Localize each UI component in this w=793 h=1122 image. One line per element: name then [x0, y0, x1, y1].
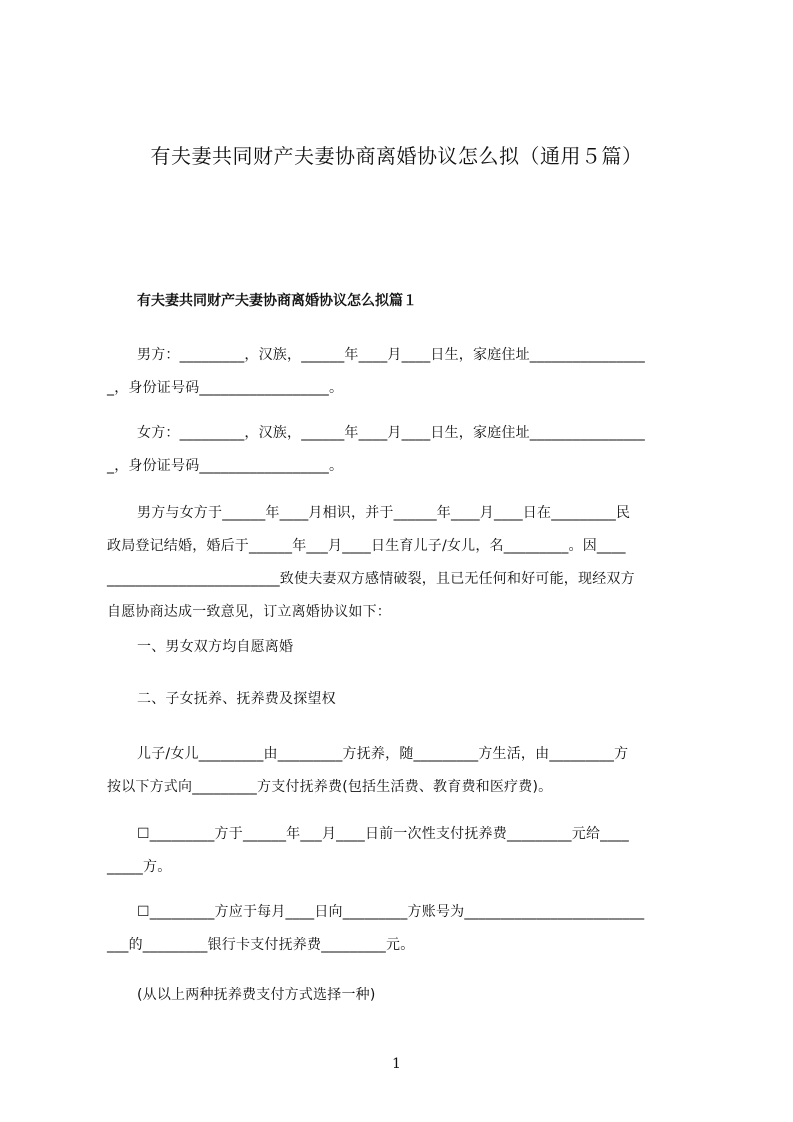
text-line: 二、子女抚养、抚养费及探望权: [137, 691, 336, 707]
text-line: ☐_________方应于每月____日向_________方账号为_________________________: [137, 904, 645, 920]
paragraph-male-info: [107, 339, 707, 405]
paragraph-female-info: [107, 417, 707, 483]
text-line: 男方：_________，汉族，______年____月____日生，家庭住址________________: [137, 347, 645, 363]
text-line: _，身份证号码__________________。: [107, 380, 344, 396]
section-heading: 有夫妻共同财产夫妻协商离婚协议怎么拟篇１: [137, 293, 417, 309]
document-title: 有夫妻共同财产夫妻协商离婚协议怎么拟（通用５篇）: [150, 144, 643, 168]
text-line: ________________________致使夫妻双方感情破裂，且已无任何和好可能，现经双方: [107, 571, 635, 587]
paragraph-child-custody: [107, 738, 707, 804]
option-lump-sum: [107, 818, 707, 884]
text-line: (从以上两种抚养费支付方式选择一种): [137, 987, 376, 1003]
option-monthly: [107, 896, 707, 962]
text-line: _____方。: [107, 859, 172, 875]
clause-two: [107, 683, 707, 716]
paragraph-marriage-history: [107, 497, 707, 629]
text-line: 自愿协商达成一致意见，订立离婚协议如下：: [107, 604, 391, 620]
page-number: 1: [392, 1056, 401, 1072]
text-line: 一、男女双方均自愿离婚: [137, 639, 294, 655]
payment-note: [107, 979, 707, 1012]
clause-one: [107, 631, 707, 664]
text-line: 儿子/女儿_________由_________方抚养，随_________方生活，由_________方: [137, 746, 629, 762]
text-line: ___的_________银行卡支付抚养费_________元。: [107, 937, 415, 953]
text-line: _，身份证号码__________________。: [107, 458, 344, 474]
text-line: ☐_________方于______年___月____日前一次性支付抚养费_________元给____: [137, 826, 629, 842]
text-line: 政局登记结婚，婚后于______年___月____日生育儿子/女儿，名_________。因____: [107, 538, 626, 554]
text-line: 女方：_________，汉族，______年____月____日生，家庭住址________________: [137, 425, 645, 441]
text-line: 按以下方式向_________方支付抚养费(包括生活费、教育费和医疗费)。: [107, 779, 553, 795]
text-line: 男方与女方于______年____月相识，并于______年____月____日在_________民: [137, 505, 631, 521]
